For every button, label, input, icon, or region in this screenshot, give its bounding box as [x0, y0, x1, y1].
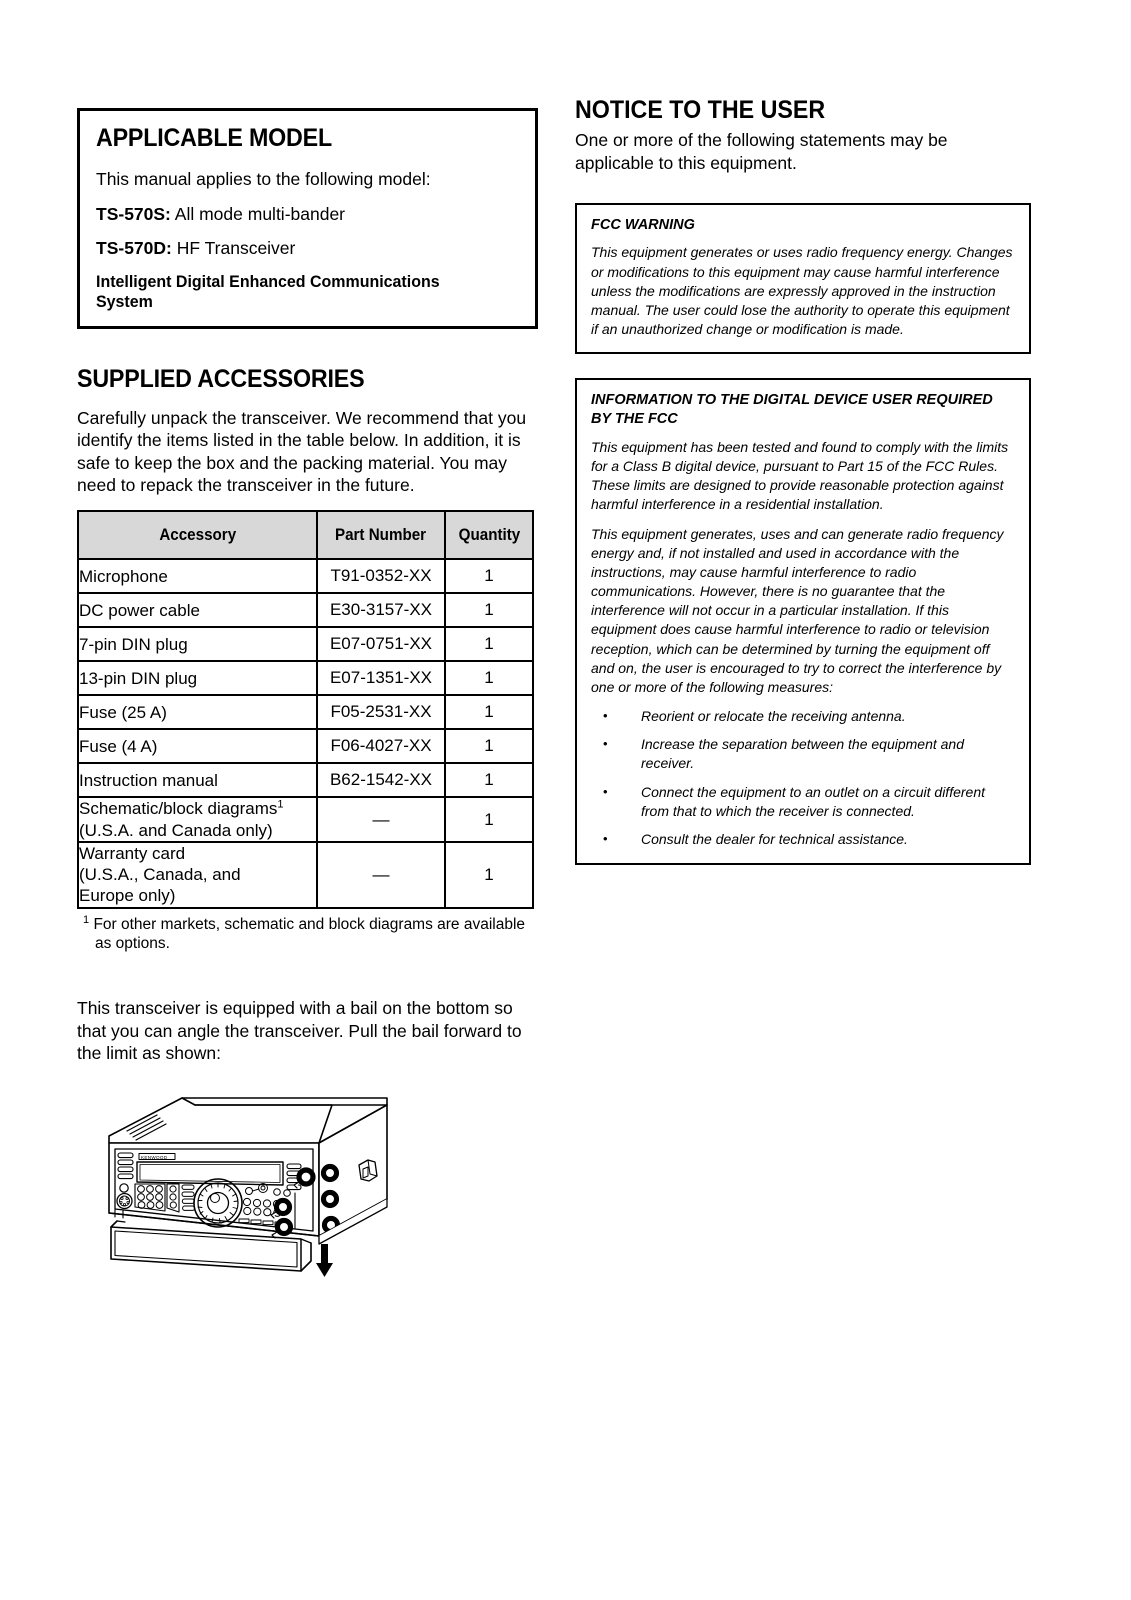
cell-accessory-line2: (U.S.A., Canada, and	[79, 865, 241, 885]
cell-accessory: Fuse (25 A)	[78, 695, 317, 729]
header-part-number: Part Number	[317, 511, 445, 559]
model-row-d	[96, 235, 519, 262]
cell-part: F06-4027-XX	[317, 729, 445, 763]
list-item-text: Connect the equipment to an outlet on a circuit different from that to which the receiver is connected.	[641, 783, 985, 819]
table-header-row	[78, 511, 533, 559]
list-item	[591, 783, 1015, 821]
fcc-warning-box	[575, 203, 1031, 355]
cell-accessory: 13-pin DIN plug	[78, 661, 317, 695]
model-desc-s: All mode multi-bander	[174, 203, 346, 224]
table-row	[78, 593, 533, 627]
supplied-accessories-heading: SUPPLIED ACCESSORIES	[77, 364, 365, 393]
cell-accessory	[78, 842, 317, 908]
cell-qty: 1	[445, 763, 533, 797]
fcc-measures-list	[591, 707, 1015, 849]
model-label-s: TS-570S:	[96, 203, 171, 224]
cell-accessory: Fuse (4 A)	[78, 729, 317, 763]
cell-qty: 1	[445, 661, 533, 695]
table-row	[78, 797, 533, 842]
bullet-icon: •	[603, 736, 608, 752]
bullet-icon: •	[603, 783, 608, 799]
notice-intro: One or more of the following statements may be applicable to this equipment.	[575, 130, 948, 173]
cell-part: T91-0352-XX	[317, 559, 445, 593]
fcc-info-box	[575, 378, 1031, 865]
cell-qty: 1	[445, 695, 533, 729]
accessories-table	[77, 510, 534, 908]
right-column	[575, 96, 1031, 865]
cell-accessory-line2: (U.S.A. and Canada only)	[79, 820, 273, 840]
cell-part: E07-1351-XX	[317, 661, 445, 695]
cell-accessory: Instruction manual	[78, 763, 317, 797]
cell-part: —	[317, 842, 445, 908]
cell-part: E30-3157-XX	[317, 593, 445, 627]
cell-part: —	[317, 797, 445, 842]
applicable-model-heading: APPLICABLE MODEL	[96, 124, 332, 152]
list-item	[591, 707, 1015, 726]
table-row	[78, 729, 533, 763]
table-footnote	[83, 915, 538, 954]
table-row	[78, 627, 533, 661]
cell-accessory-line1: Schematic/block diagrams	[79, 799, 278, 819]
table-row	[78, 661, 533, 695]
transceiver-illustration	[87, 1081, 538, 1286]
fcc-info-para-2: This equipment generates, uses and can generate radio frequency energy and, if not installed and used in accordance with the instructions, may cause harmful interference to radio communications. However, there is no guarantee that the interference will not occur in a particular installation. If this equipment does cause harmful interference to radio or television reception, which can be determined by turning the equipment off and on, the user is encouraged to try to correct the interference by one or more of the following measures:	[591, 525, 1004, 695]
fcc-info-title: INFORMATION TO THE DIGITAL DEVICE USER REQUIRED BY THE FCC	[591, 392, 993, 428]
model-desc-d: HF Transceiver	[176, 238, 296, 259]
supplied-accessories-section	[77, 365, 538, 954]
down-arrow-icon	[316, 1244, 333, 1277]
cell-qty: 1	[445, 627, 533, 661]
list-item-text: Consult the dealer for technical assistance.	[641, 830, 908, 847]
cell-qty: 1	[445, 797, 533, 842]
header-accessory: Accessory	[78, 511, 317, 559]
cell-accessory-line1: Warranty card	[79, 843, 186, 863]
footnote-marker: 1	[83, 913, 90, 926]
list-item-text: Increase the separation between the equipment and receiver.	[641, 736, 965, 772]
fcc-warning-title: FCC WARNING	[591, 216, 695, 233]
fcc-info-para-1: This equipment has been tested and found to comply with the limits for a Class B digital device, pursuant to Part 15 of the FCC Rules. These limits are designed to provide reasonable protection against harmful interference in a residential installation.	[591, 438, 1009, 513]
bullet-icon: •	[603, 708, 608, 724]
cell-qty: 1	[445, 559, 533, 593]
cell-accessory-line3: Europe only)	[79, 886, 176, 906]
brand-label: KENWOOD	[141, 1154, 168, 1160]
cell-part: B62-1542-XX	[317, 763, 445, 797]
system-tagline: Intelligent Digital Enhanced Communications System	[96, 271, 440, 311]
supplied-accessories-intro: Carefully unpack the transceiver. We recommend that you identify the items listed in the table below. In addition, it is safe to keep the box and the packing material. You may need to repack the transceiver in the future.	[77, 407, 527, 495]
bullet-icon: •	[603, 830, 608, 846]
table-row	[78, 842, 533, 908]
header-quantity: Quantity	[445, 511, 533, 559]
fcc-warning-body: This equipment generates or uses radio frequency energy. Changes or modifications to this equipment may cause harmful interference unless the modifications are expressly approved in the instruction manual. The user could lose the authority to operate this equipment if an unauthorized change or modification is made.	[591, 244, 1013, 338]
list-item	[591, 830, 1015, 849]
footnote-text: For other markets, schematic and block diagrams are available as options.	[93, 915, 526, 952]
cell-qty: 1	[445, 593, 533, 627]
cell-accessory-footnote-marker: 1	[277, 798, 284, 811]
cell-accessory	[78, 797, 317, 842]
applicable-model-intro: This manual applies to the following model:	[96, 169, 431, 189]
table-row	[78, 559, 533, 593]
left-column	[77, 108, 538, 1286]
cell-accessory: 7-pin DIN plug	[78, 627, 317, 661]
notice-heading: NOTICE TO THE USER	[575, 96, 826, 124]
cell-qty: 1	[445, 729, 533, 763]
table-row	[78, 763, 533, 797]
model-row-s	[96, 201, 519, 228]
list-item-text: Reorient or relocate the receiving antenna.	[641, 708, 906, 725]
cell-part: E07-0751-XX	[317, 627, 445, 661]
table-row	[78, 695, 533, 729]
model-label-d: TS-570D:	[96, 238, 172, 259]
cell-qty: 1	[445, 842, 533, 908]
cell-part: F05-2531-XX	[317, 695, 445, 729]
transceiver-line-drawing	[87, 1081, 427, 1281]
cell-accessory: DC power cable	[78, 593, 317, 627]
applicable-model-box	[77, 108, 538, 329]
bail-paragraph: This transceiver is equipped with a bail on the bottom so that you can angle the transceiver. Pull the bail forward to the limit as shown:	[77, 998, 522, 1064]
list-item	[591, 735, 1015, 773]
cell-accessory: Microphone	[78, 559, 317, 593]
